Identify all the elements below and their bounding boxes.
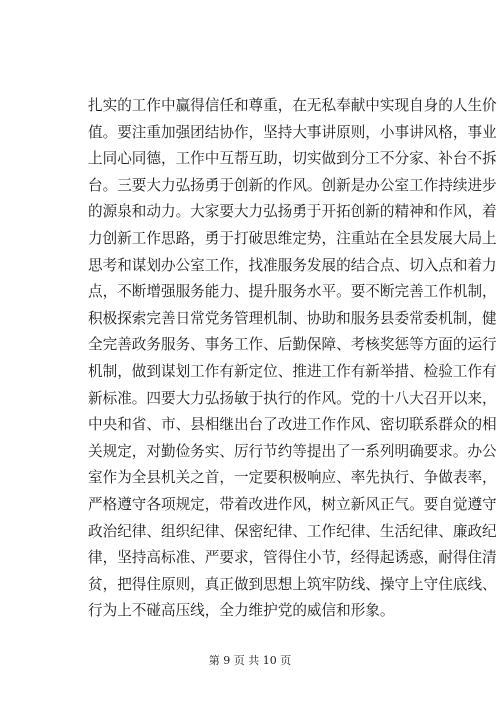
text-line: 点，不断增强服务能力、提升服务水平。要不断完善工作机制，	[88, 283, 497, 301]
text-line: 机制，做到谋划工作有新定位、推进工作有新举措、检验工作有	[88, 362, 497, 380]
text-line: 贫，把得住原则，真正做到思想上筑牢防线、操守上守住底线、	[88, 575, 497, 593]
text-line: 台。三要大力弘扬勇于创新的作风。创新是办公室工作持续进步	[88, 176, 497, 194]
text-line: 力创新工作思路，勇于打破思维定势，注重站在全县发展大局上	[88, 229, 497, 247]
body-text	[88, 93, 497, 625]
text-line: 全完善政务服务、事务工作、后勤保障、考核奖惩等方面的运行	[88, 336, 497, 354]
text-line: 思考和谋划办公室工作，找准服务发展的结合点、切入点和着力	[88, 256, 497, 274]
text-line: 新标准。四要大力弘扬敏于执行的作风。党的十八大召开以来，	[88, 389, 497, 407]
text-line: 政治纪律、组织纪律、保密纪律、工作纪律、生活纪律、廉政纪	[88, 522, 497, 540]
text-line: 严格遵守各项规定，带着改进作风，树立新风正气。要自觉遵守	[88, 495, 497, 513]
text-line: 上同心同德，工作中互帮互助，切实做到分工不分家、补台不拆	[88, 150, 497, 168]
page-number-footer: 第 9 页 共 10 页	[208, 654, 292, 667]
text-line: 积极探索完善日常党务管理机制、协助和服务县委常委机制，健	[88, 309, 497, 327]
text-line: 的源泉和动力。大家要大力弘扬勇于开拓创新的精神和作风，着	[88, 203, 497, 221]
text-line: 室作为全县机关之首，一定要积极响应、率先执行、争做表率，	[88, 469, 497, 487]
text-line: 律，坚持高标准、严要求，管得住小节，经得起诱惑，耐得住清	[88, 549, 497, 567]
text-line: 值。要注重加强团结协作，坚持大事讲原则，小事讲风格，事业	[88, 123, 497, 141]
text-line: 关规定，对勤俭务实、厉行节约等提出了一系列明确要求。办公	[88, 442, 497, 460]
text-line: 行为上不碰高压线，全力维护党的威信和形象。	[88, 602, 395, 620]
text-line: 中央和省、市、县相继出台了改进工作作风、密切联系群众的相	[88, 416, 497, 434]
text-line: 扎实的工作中赢得信任和尊重，在无私奉献中实现自身的人生价	[88, 97, 497, 114]
